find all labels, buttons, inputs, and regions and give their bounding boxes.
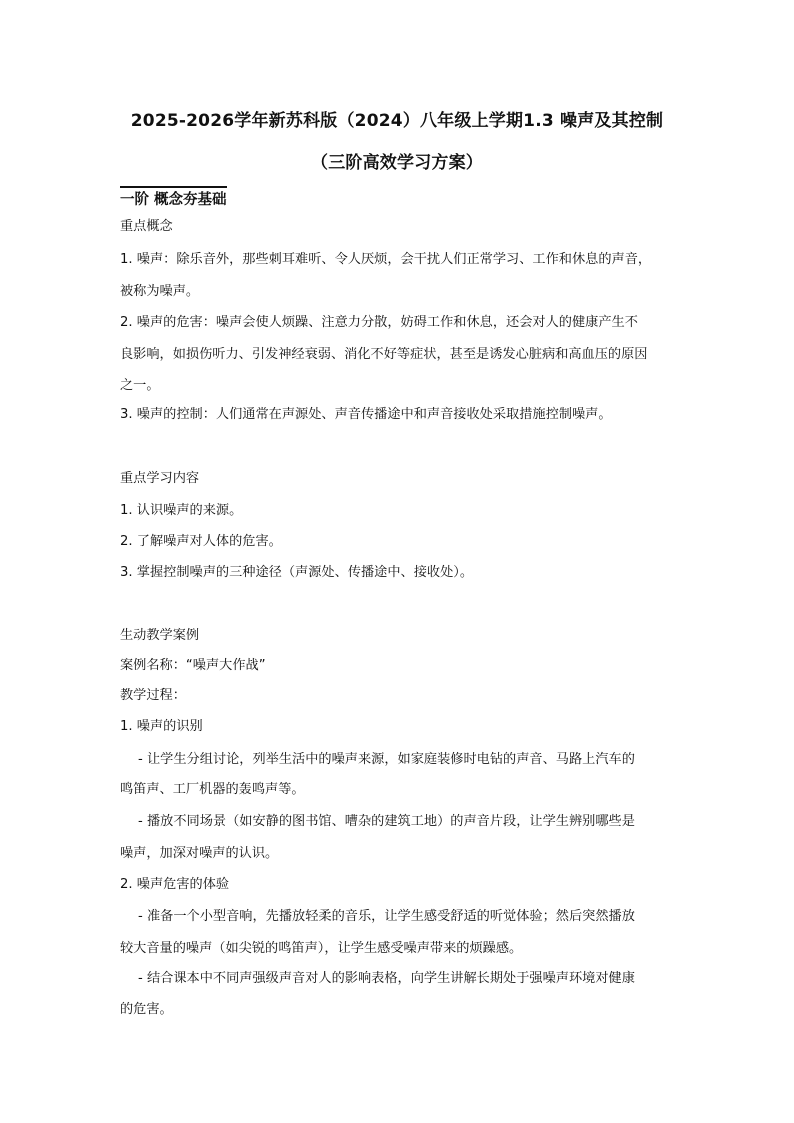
case-name: 案例名称：“噪声大作战” <box>120 658 266 673</box>
concept-line: 3. 噪声的控制：人们通常在声源处、声音传播途中和声音接收处采取措施控制噪声。 <box>120 407 612 422</box>
process-label: 教学过程： <box>120 688 186 703</box>
section-heading-text: 一阶 概念夯基础 <box>120 186 227 209</box>
document-title-line1: 2025-2026学年新苏科版（2024）八年级上学期1.3 噪声及其控制 <box>130 111 664 131</box>
concept-line: 良影响，如损伤听力、引发神经衰弱、消化不好等症状，甚至是诱发心脏病和高血压的原因 <box>120 347 648 362</box>
concept-line: 之一。 <box>120 378 160 393</box>
section-heading-level1 <box>120 186 227 209</box>
case-heading: 生动教学案例 <box>120 628 200 643</box>
concept-line: 2. 噪声的危害：噪声会使人烦躁、注意力分散，妨碍工作和休息，还会对人的健康产生不 <box>120 315 638 330</box>
step1-title: 1. 噪声的识别 <box>120 719 203 734</box>
concept-line: 被称为噪声。 <box>120 284 200 299</box>
step1-line: - 播放不同场景（如安静的图书馆、嘈杂的建筑工地）的声音片段，让学生辨别哪些是 <box>138 814 635 829</box>
learning-item: 2. 了解噪声对人体的危害。 <box>120 534 282 549</box>
learning-heading: 重点学习内容 <box>120 471 200 486</box>
step2-line: 的危害。 <box>120 1002 173 1017</box>
step1-line: 鸣笛声、工厂机器的轰鸣声等。 <box>120 782 305 797</box>
step2-line: - 准备一个小型音响，先播放轻柔的音乐，让学生感受舒适的听觉体验；然后突然播放 <box>138 909 635 924</box>
concept-line: 1. 噪声：除乐音外，那些刺耳难听、令人厌烦，会干扰人们正常学习、工作和休息的声音， <box>120 252 652 267</box>
document-title-line2: （三阶高效学习方案） <box>311 153 483 173</box>
step2-line: - 结合课本中不同声强级声音对人的影响表格，向学生讲解长期处于强噪声环境对健康 <box>138 971 635 986</box>
step2-title: 2. 噪声危害的体验 <box>120 877 230 892</box>
key-concepts-heading: 重点概念 <box>120 219 173 234</box>
learning-item: 1. 认识噪声的来源。 <box>120 503 243 518</box>
step1-line: 噪声，加深对噪声的认识。 <box>120 846 279 861</box>
step2-line: 较大音量的噪声（如尖锐的鸣笛声），让学生感受噪声带来的烦躁感。 <box>120 941 523 956</box>
step1-line: - 让学生分组讨论，列举生活中的噪声来源，如家庭装修时电钻的声音、马路上汽车的 <box>138 752 635 767</box>
learning-item: 3. 掌握控制噪声的三种途径（声源处、传播途中、接收处）。 <box>120 565 474 580</box>
